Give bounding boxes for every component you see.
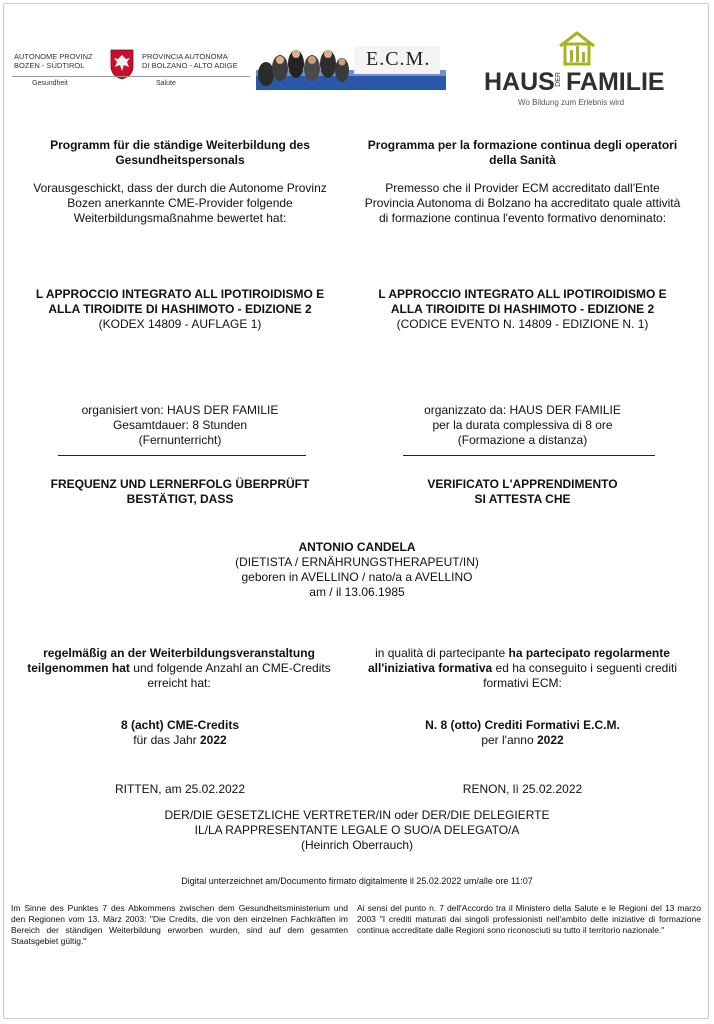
participant-name: ANTONIO CANDELA (298, 540, 416, 554)
credits-it: N. 8 (otto) Crediti Formativi E.C.M. per l'anno 2022 (425, 718, 620, 747)
province-sub-it: Salute (156, 80, 176, 87)
intro-it: Premesso che il Provider ECM accreditato dall'Ente Provincia Autonoma di Bolzano ha accreditato quale attività di formazione continua l'evento formativo denominato: (364, 181, 681, 225)
intro-de: Vorausgeschickt, dass der durch die Autonome Provinz Bozen anerkannte CME-Provider folgende Weiterbildungsmaßnahme bewertet hat: (33, 181, 327, 225)
program-title-it: Programma per la formazione continua degli operatori della Sanità (367, 138, 678, 167)
verification-de: FREQUENZ UND LERNERFOLG ÜBERPRÜFT BESTÄTIGT, DASS (50, 477, 310, 506)
province-name-de: AUTONOME PROVINZ BOZEN - SÜDTIROL (14, 52, 93, 70)
attendance-de: regelmäßig an der Weiterbildungsveranstaltung teilgenommen hat und folgende Anzahl an CME-Credits erreicht hat: (27, 646, 331, 690)
ecm-logo-text: E.C.M. (366, 48, 431, 70)
divider-de (58, 455, 306, 456)
footer-legal-de: Im Sinne des Punktes 7 des Abkommens zwischen dem Gesundheitsministerium und den Regionen vom 13. März 2003: "Die Credits, die von den einzelnen Fachkräften im Bereich der ständigen Weiterbildung erworben wurden, sind auf dem gesamten Staatsgebiet gültig." (11, 903, 348, 946)
credits-de: 8 (acht) CME-Credits für das Jahr 2022 (120, 718, 239, 747)
digital-signature-note: Digital unterzeichnet am/Documento firmato digitalmente il 25.02.2022 um/alle ore 11:07 (181, 876, 533, 886)
organizer-de: organisiert von: HAUS DER FAMILIE Gesamtdauer: 8 Stunden (Fernunterricht) (81, 403, 279, 447)
footer-legal-it: Ai sensi del punto n. 7 dell'Accordo tra il Ministero della Salute e le Regioni del 13 marzo 2003 "I crediti maturati dai singoli professionisti nell'ambito delle iniziative di formazione continua accreditate dalle Regioni sono riconosciuti su tutto il territorio nazionale." (357, 903, 701, 935)
province-name-it: PROVINCIA AUTONOMA DI BOLZANO - ALTO ADIGE (142, 52, 238, 70)
organizer-it: organizzato da: HAUS DER FAMILIE per la durata complessiva di 8 ore (Formazione a distanza) (424, 403, 621, 447)
participant-birthdate: am / il 13.06.1985 (309, 585, 405, 599)
event-title-it: L APPROCCIO INTEGRATO ALL IPOTIROIDISMO E ALLA TIROIDITE DI HASHIMOTO - EDIZIONE 2 (CODICE EVENTO N. 14809 - EDIZIONE N. 1) (378, 287, 667, 331)
haus-logo-right: FAMILIE (566, 68, 665, 96)
verification-it: VERIFICATO L'APPRENDIMENTO SI ATTESTA CHE (427, 477, 618, 506)
participant-profession: (DIETISTA / ERNÄHRUNGSTHERAPEUT/IN) (235, 555, 479, 569)
haus-logo-tagline: Wo Bildung zum Erlebnis wird (518, 98, 625, 107)
haus-logo-der: DER (554, 72, 562, 87)
haus-logo-left: HAUS (484, 68, 555, 96)
haus-der-familie-logo (484, 30, 684, 112)
divider-it (403, 455, 655, 456)
place-date-it: RENON, lì 25.02.2022 (462, 782, 583, 796)
signature-block: DER/DIE GESETZLICHE VERTRETER/IN oder DER/DIE DELEGIERTE IL/LA RAPPRESENTANTE LEGALE O SUO/A DELEGATO/A (Heinrich Oberrauch) (164, 808, 550, 852)
attendance-it: in qualità di partecipante ha partecipato regolarmente all'iniziativa formativa ed ha conseguito i seguenti crediti formativi ECM: (367, 646, 678, 690)
participant-block (100, 540, 614, 600)
ecm-logo (256, 40, 446, 92)
program-title-de: Programm für die ständige Weiterbildung des Gesundheitspersonals (50, 138, 310, 167)
province-sub-de: Gesundheit (32, 80, 68, 87)
place-date-de: RITTEN, am 25.02.2022 (114, 782, 246, 796)
province-logo (12, 44, 252, 92)
event-title-de: L APPROCCIO INTEGRATO ALL IPOTIROIDISMO E ALLA TIROIDITE DI HASHIMOTO - EDIZIONE 2 (KODEX 14809 - AUFLAGE 1) (35, 287, 325, 331)
house-icon (556, 30, 598, 66)
participant-birthplace: geboren in AVELLINO / nato/a a AVELLINO (241, 570, 473, 584)
